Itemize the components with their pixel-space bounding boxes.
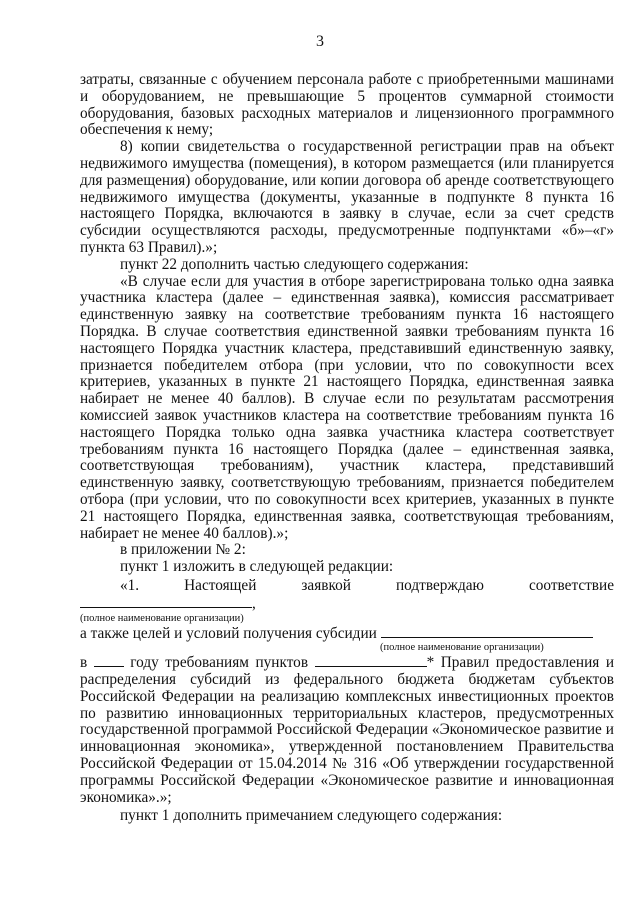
form-line-2 (80, 625, 614, 643)
paragraph-point-1-edit: пункт 1 изложить в следующей редакции: (120, 558, 394, 576)
form-line-1 (80, 578, 614, 613)
org-name-hint-2: (полное наименование организации) (380, 642, 544, 654)
org-name-hint-1: (полное наименование организации) (80, 612, 244, 624)
paragraph-appendix-2: в приложении № 2: (120, 541, 246, 559)
org-name-blank-1 (80, 595, 252, 608)
org-name-blank-2 (381, 625, 593, 638)
form-line-3 (80, 654, 614, 806)
paragraph-costs: затраты, связанные с обучением персонала работе с приобретенными машинами и оборудованием, не превышающие 5 процентов суммарной стоимости оборудования, базовых расходных материалов и лицензионного программного обеспечения к нему; (80, 71, 614, 139)
paragraph-item-8: 8) копии свидетельства о государственной регистрации прав на объект недвижимого имущества (помещения), в котором размещается (или планируется для размещения) оборудование, или копии договора об аренде соответствующего недвижимого имущества (документы, указанные в подпункте 8 пункта 16 настоящего Порядка, включаются в заявку в случае, если за счет средств субсидии осуществляются расходы, предусмотренные подпунктами «б»–«г» пункта 63 Правил).»; (80, 138, 614, 256)
form-line-1-end: , (252, 594, 256, 612)
year-blank (94, 654, 124, 667)
form-line-1-text: «1. Настоящей заявкой подтверждаю соответствие (120, 576, 614, 594)
points-blank (315, 654, 427, 667)
form-line-3-rest: * Правил предоставления и распределения субсидий из федерального бюджета бюджетам субъектов Российской Федерации на реализацию комплексных инвестиционных проектов по развитию инновационных территориальных кластеров, предусмотренных государственной программой Российской Федерации «Экономическое развитие и инновационная экономика», утвержденной постановлением Правительства Российской Федерации от 15.04.2014 № 316 «Об утверждении государственной программы Российской Федерации «Экономическое развитие и инновационная экономика».»; (80, 654, 615, 806)
paragraph-point-22: пункт 22 дополнить частью следующего содержания: (120, 255, 469, 273)
page-number: 3 (316, 33, 324, 50)
form-line-2-text: а также целей и условий получения субсидии (80, 624, 377, 642)
form-line-3-mid: году требованиям пунктов (130, 654, 309, 672)
document-body (80, 72, 614, 825)
paragraph-single-application: «В случае если для участия в отборе зарегистрирована только одна заявка участника кластера (далее – единственная заявка), комиссия рассматривает единственную заявку на соответствие требованиям пункта 16 настоящего Порядка. В случае соответствия единственной заявки требованиям пункта 16 настоящего Порядка участник кластера, представивший единственную заявку, признается победителем отбора (при условии, что по совокупности всех критериев, указанных в пункте 21 настоящего Порядка, единственная заявка набирает не менее 40 баллов). В случае если по результатам рассмотрения комиссией заявок участников кластера на соответствие требованиям пункта 16 настоящего Порядка только одна заявка участника кластера соответствует требованиям пункта 16 настоящего Порядка (далее – единственная заявка, соответствующая требованиям), участник кластера, представивший единственную заявку, соответствующую требованиям, признается победителем отбора (при условии, что по совокупности всех критериев, указанных в пункте 21 настоящего Порядка, единственная заявка, соответствующая требованиям, набирает не менее 40 баллов).»; (80, 272, 614, 542)
paragraph-note: пункт 1 дополнить примечанием следующего содержания: (120, 807, 503, 825)
form-line-3-prefix: в (80, 654, 88, 672)
